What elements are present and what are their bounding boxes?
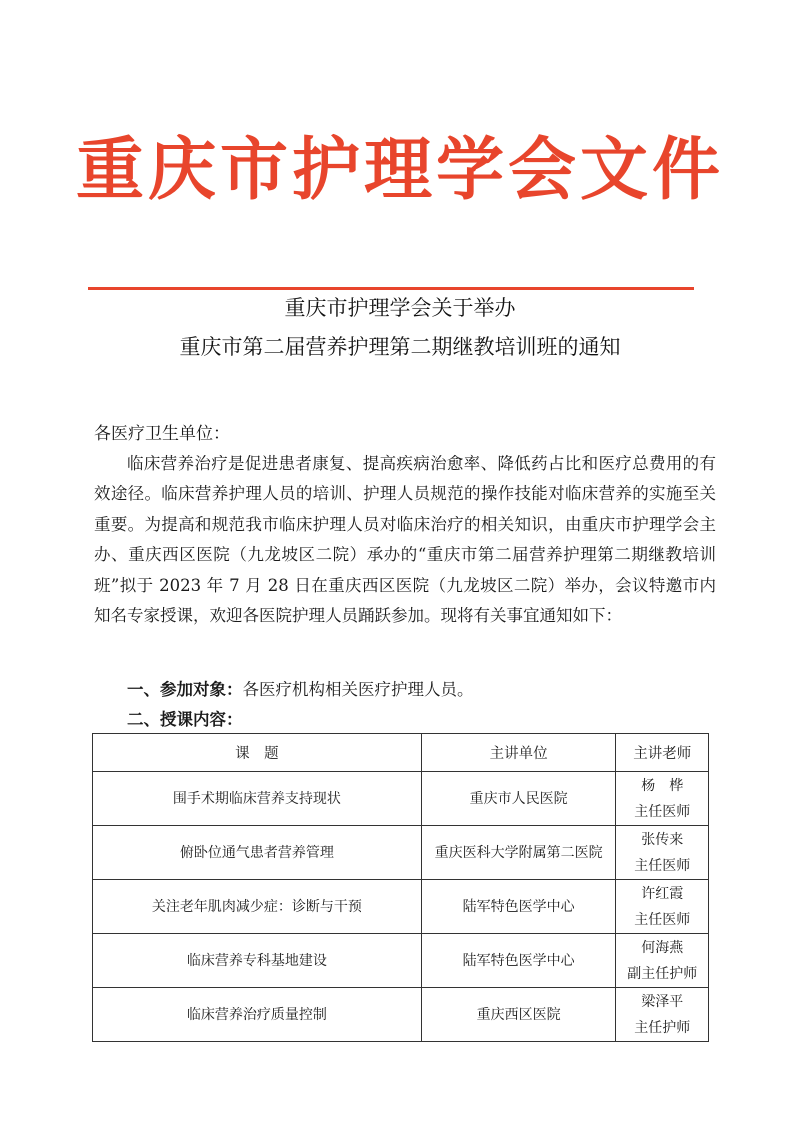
- row-topic: 临床营养专科基地建设: [93, 934, 422, 988]
- header-teacher: 主讲老师: [616, 734, 709, 772]
- teacher-name: 何海燕: [641, 939, 684, 956]
- teacher-title: 主任医师: [634, 857, 691, 874]
- table-row: [93, 880, 709, 934]
- participants-item: [127, 676, 474, 704]
- row-unit: 重庆医科大学附属第二医院: [421, 826, 616, 880]
- body-paragraph: 临床营养治疗是促进患者康复、提高疾病治愈率、降低药占比和医疗总费用的有效途径。临床营养护理人员的培训、护理人员规范的操作技能对临床营养的实施至关重要。为提高和规范我市临床护理人员对临床治疗的相关知识，由重庆市护理学会主办、重庆西区医院（九龙坡区二院）承办的“重庆市第二届营养护理第二期继教培训班”拟于 2023 年 7 月 28 日在重庆西区医院（九龙坡区二院）举办，会议特邀市内知名专家授课，欢迎各医院护理人员踊跃参加。现将有关事宜通知如下：: [94, 454, 716, 626]
- row-teacher: [616, 826, 709, 880]
- row-topic: 关注老年肌肉减少症：诊断与干预: [93, 880, 422, 934]
- header-topic: 课 题: [93, 734, 422, 772]
- teacher-name: 杨 桦: [641, 777, 684, 794]
- teacher-title: 主任医师: [634, 911, 691, 928]
- teacher-name: 许红霞: [641, 885, 684, 902]
- table-row: [93, 988, 709, 1042]
- row-teacher: [616, 772, 709, 826]
- red-divider-line: [88, 287, 694, 290]
- header-unit: 主讲单位: [421, 734, 616, 772]
- row-unit: 重庆西区医院: [421, 988, 616, 1042]
- row-teacher: [616, 934, 709, 988]
- content-item: [127, 706, 243, 734]
- row-teacher: [616, 988, 709, 1042]
- salutation: 各医疗卫生单位：: [94, 424, 230, 444]
- row-teacher: [616, 880, 709, 934]
- notice-title-line1: 重庆市护理学会关于举办: [284, 296, 516, 320]
- masthead-title: 重庆市护理学会文件: [75, 131, 724, 210]
- content-label: 二、授课内容：: [127, 710, 243, 729]
- teacher-title: 主任护师: [634, 1019, 691, 1036]
- table-row: [93, 772, 709, 826]
- participants-text: 各医疗机构相关医疗护理人员。: [242, 680, 474, 699]
- row-unit: 重庆市人民医院: [421, 772, 616, 826]
- row-topic: 围手术期临床营养支持现状: [93, 772, 422, 826]
- row-topic: 俯卧位通气患者营养管理: [93, 826, 422, 880]
- notice-title-line2: 重庆市第二届营养护理第二期继教培训班的通知: [179, 335, 621, 359]
- table-row: [93, 934, 709, 988]
- teacher-title: 主任医师: [634, 803, 691, 820]
- teacher-title: 副主任护师: [627, 965, 698, 982]
- row-unit: 陆军特色医学中心: [421, 880, 616, 934]
- participants-label: 一、参加对象：: [127, 680, 243, 699]
- row-unit: 陆军特色医学中心: [421, 934, 616, 988]
- row-topic: 临床营养治疗质量控制: [93, 988, 422, 1042]
- course-table: [92, 733, 709, 1042]
- table-header-row: [93, 734, 709, 772]
- table-row: [93, 826, 709, 880]
- teacher-name: 张传来: [641, 831, 684, 848]
- teacher-name: 梁泽平: [641, 993, 684, 1010]
